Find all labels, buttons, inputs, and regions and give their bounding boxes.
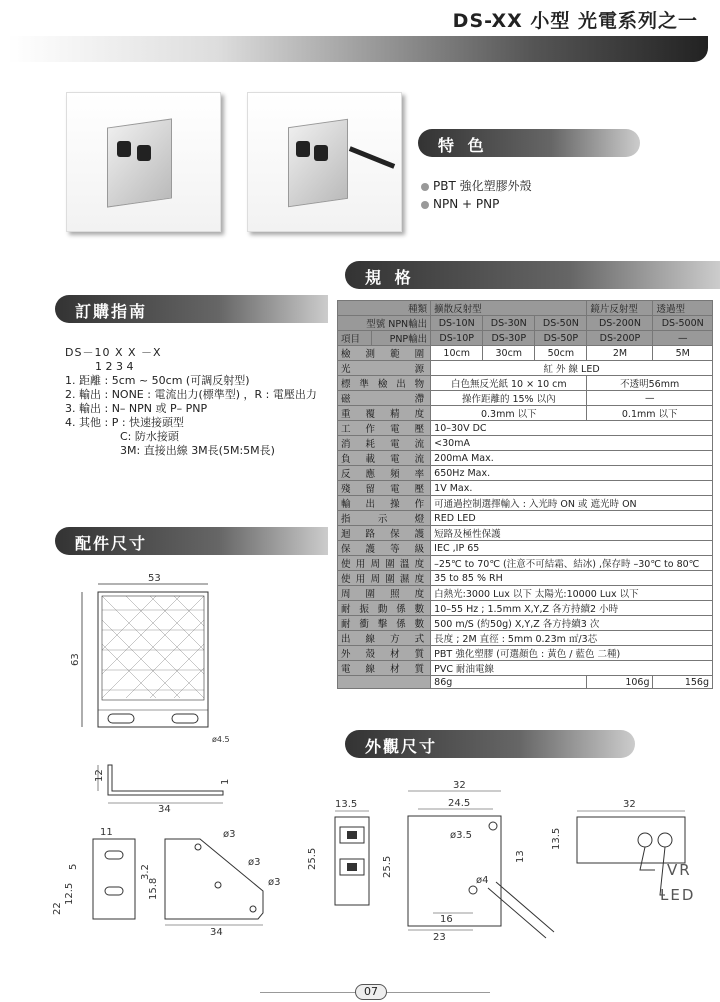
- svg-text:ø3: ø3: [223, 829, 236, 840]
- svg-text:25.5: 25.5: [382, 855, 393, 878]
- spec-label: 標準檢出物: [338, 376, 431, 391]
- spec-pnp-row: [338, 331, 713, 346]
- spec-row: [338, 571, 713, 586]
- page-number: 07: [355, 984, 387, 1000]
- order-line: 2. 輸出 : NONE : 電流出力(標準型) ，R : 電壓出力: [65, 388, 317, 401]
- diffuse-label: 擴散反射型: [431, 301, 587, 316]
- acc-height-label: 63: [70, 653, 81, 666]
- spec-value: 5M: [653, 346, 713, 361]
- model-npn-label: 型號 NPN輸出: [338, 316, 431, 331]
- spec-row: [338, 556, 713, 571]
- product-photo-black-cable: [247, 92, 402, 232]
- bullet-icon: [421, 201, 429, 209]
- spec-value: 50cm: [535, 346, 587, 361]
- through-label: 透過型: [653, 301, 713, 316]
- svg-text:5: 5: [68, 863, 79, 870]
- spec-label: 迴路保護: [338, 526, 431, 541]
- spec-label: 周圍照度: [338, 586, 431, 601]
- weight-value: 106g: [587, 676, 653, 689]
- order-heading: 訂購指南: [55, 295, 328, 323]
- spec-label: 反應頻率: [338, 466, 431, 481]
- spec-row: [338, 646, 713, 661]
- accessory-reflector-drawing: [60, 570, 260, 750]
- model-cell: —: [653, 331, 713, 346]
- spec-value: 長度 ; 2M 直徑 : 5mm 0.23m ㎡/3芯: [431, 631, 713, 646]
- svg-text:LED: LED: [660, 886, 696, 904]
- feature-item: PBT 強化塑膠外殼: [421, 177, 532, 194]
- order-line: C: 防水接頭: [120, 430, 179, 443]
- spec-label: 負載電流: [338, 451, 431, 466]
- svg-text:11: 11: [100, 827, 113, 838]
- spec-value: 白熱光:3000 Lux 以下 太陽光:10000 Lux 以下: [431, 586, 713, 601]
- svg-text:24.5: 24.5: [448, 798, 471, 809]
- model-cell: DS-500N: [653, 316, 713, 331]
- svg-text:23: 23: [433, 932, 446, 943]
- spec-row: [338, 496, 713, 511]
- spec-label: 檢測範圍: [338, 346, 431, 361]
- sensor-front-drawing: [295, 795, 380, 915]
- page-title: DS-XX 小型 光電系列之一: [452, 10, 698, 32]
- spec-value: 短路及極性保護: [431, 526, 713, 541]
- order-line: 3. 輸出 : N– NPN 或 P– PNP: [65, 402, 208, 415]
- weight-label: [338, 676, 431, 689]
- spec-row: [338, 421, 713, 436]
- model-cell: DS-30N: [483, 316, 535, 331]
- spec-row: [338, 511, 713, 526]
- spec-value: 650Hz Max.: [431, 466, 713, 481]
- spec-row: [338, 346, 713, 361]
- spec-value: 10cm: [431, 346, 483, 361]
- spec-row: [338, 361, 713, 376]
- spec-value: 紅 外 線 LED: [431, 361, 713, 376]
- spec-value: <30mA: [431, 436, 713, 451]
- spec-label: 耐衝擊係數: [338, 616, 431, 631]
- spec-head-row: [338, 301, 713, 316]
- weight-row: [338, 676, 713, 689]
- spec-value: 10–30V DC: [431, 421, 713, 436]
- spec-value: 不透明56mm: [587, 376, 713, 391]
- spec-value: PVC 耐油電線: [431, 661, 713, 676]
- svg-text:16: 16: [440, 914, 453, 925]
- header-bar: [8, 36, 708, 62]
- features-list: [421, 177, 532, 214]
- model-cell: DS-200N: [587, 316, 653, 331]
- spec-row: [338, 616, 713, 631]
- features-heading: 特 色: [418, 129, 640, 157]
- svg-text:13.5: 13.5: [335, 799, 358, 810]
- svg-text:ø3.5: ø3.5: [450, 830, 473, 841]
- spec-row: [338, 541, 713, 556]
- spec-label: 外殼材質: [338, 646, 431, 661]
- spec-npn-row: [338, 316, 713, 331]
- spec-label: 磁滯: [338, 391, 431, 406]
- spec-row: [338, 481, 713, 496]
- spec-value: 200mA Max.: [431, 451, 713, 466]
- spec-row: [338, 406, 713, 421]
- svg-text:ø4: ø4: [476, 875, 489, 886]
- sensor-top-drawing: [545, 795, 710, 915]
- spec-row: [338, 376, 713, 391]
- svg-text:22: 22: [52, 902, 63, 915]
- spec-table: [337, 300, 713, 689]
- svg-text:13: 13: [515, 850, 526, 863]
- model-cell: DS-200P: [587, 331, 653, 346]
- bracket-side-drawing: [88, 760, 238, 820]
- spec-value: 0.3mm 以下: [431, 406, 587, 421]
- model-cell: DS-30P: [483, 331, 535, 346]
- product-photo-white: [66, 92, 221, 232]
- svg-text:3.2: 3.2: [140, 864, 151, 880]
- bracket-plate-drawing: [48, 825, 298, 940]
- spec-label: 保護等級: [338, 541, 431, 556]
- type-label: 種類: [338, 301, 431, 316]
- model-cell: DS-10P: [431, 331, 483, 346]
- svg-text:34: 34: [158, 804, 171, 815]
- weight-value: 86g: [431, 676, 587, 689]
- spec-value: RED LED: [431, 511, 713, 526]
- svg-text:ø3: ø3: [268, 877, 281, 888]
- item-label: 項目: [338, 331, 372, 346]
- spec-value: 可通過控制選擇輸入 : 入光時 ON 或 遮光時 ON: [431, 496, 713, 511]
- svg-text:15.8: 15.8: [148, 877, 159, 900]
- spec-label: 殘留電壓: [338, 481, 431, 496]
- spec-row: [338, 466, 713, 481]
- spec-value: 白色無反光紙 10 × 10 cm: [431, 376, 587, 391]
- spec-label: 使用周圍濕度: [338, 571, 431, 586]
- svg-text:34: 34: [210, 927, 223, 938]
- spec-label: 光源: [338, 361, 431, 376]
- spec-label: 出線方式: [338, 631, 431, 646]
- spec-heading: 規 格: [345, 261, 720, 289]
- spec-value: –25℃ to 70℃ (注意不可結霜、結冰) ,保存時 –30℃ to 80℃: [431, 556, 713, 571]
- order-line: 3M: 直接出線 3M長(5M:5M長): [120, 444, 275, 457]
- order-code: DS－10 X X －X: [65, 346, 162, 359]
- spec-value: 10–55 Hz ; 1.5mm X,Y,Z 各方持續2 小時: [431, 601, 713, 616]
- spec-value: 操作距離的 15% 以內: [431, 391, 587, 406]
- acc-hole-label: ø4.5: [212, 735, 230, 744]
- spec-value: 0.1mm 以下: [587, 406, 713, 421]
- order-line: 1. 距離 : 5cm ~ 50cm (可調反射型): [65, 374, 250, 387]
- spec-value: 500 m/S (約50g) X,Y,Z 各方持續3 次: [431, 616, 713, 631]
- svg-text:25.5: 25.5: [307, 847, 318, 870]
- spec-label: 電線材質: [338, 661, 431, 676]
- spec-row: [338, 451, 713, 466]
- pnp-label: PNP輸出: [372, 331, 431, 346]
- spec-row: [338, 586, 713, 601]
- spec-label: 使用周圍溫度: [338, 556, 431, 571]
- svg-text:32: 32: [623, 799, 636, 810]
- spec-value: 1V Max.: [431, 481, 713, 496]
- spec-value: 30cm: [483, 346, 535, 361]
- spec-label: 工作電壓: [338, 421, 431, 436]
- model-cell: DS-50P: [535, 331, 587, 346]
- spec-label: 指示燈: [338, 511, 431, 526]
- spec-value: 35 to 85 % RH: [431, 571, 713, 586]
- spec-row: [338, 436, 713, 451]
- svg-text:12: 12: [94, 769, 105, 782]
- weight-value: 156g: [653, 676, 713, 689]
- order-index: 1 2 3 4: [95, 360, 134, 373]
- model-cell: DS-50N: [535, 316, 587, 331]
- spec-row: [338, 631, 713, 646]
- spec-label: 輸出操作: [338, 496, 431, 511]
- spec-row: [338, 661, 713, 676]
- svg-text:13.5: 13.5: [551, 827, 562, 850]
- order-guide: [65, 346, 317, 458]
- spec-row: [338, 391, 713, 406]
- outline-heading: 外觀尺寸: [345, 730, 635, 758]
- spec-value: IEC ,IP 65: [431, 541, 713, 556]
- spec-label: 重覆精度: [338, 406, 431, 421]
- spec-value: 2M: [587, 346, 653, 361]
- svg-text:1: 1: [220, 778, 231, 785]
- spec-label: 消耗電流: [338, 436, 431, 451]
- spec-value: PBT 強化塑膠 (可選顏色 : 黃色 / 藍色 二種): [431, 646, 713, 661]
- acc-width-label: 53: [148, 573, 161, 584]
- svg-text:ø3: ø3: [248, 857, 261, 868]
- svg-text:32: 32: [453, 780, 466, 791]
- order-line: 4. 其他 : P : 快速接頭型: [65, 416, 185, 429]
- accessory-heading: 配件尺寸: [55, 527, 328, 555]
- spec-row: [338, 526, 713, 541]
- model-cell: DS-10N: [431, 316, 483, 331]
- feature-item: NPN + PNP: [421, 197, 532, 211]
- mirror-label: 鏡片反射型: [587, 301, 653, 316]
- svg-text:VR: VR: [667, 861, 692, 879]
- spec-value: —: [587, 391, 713, 406]
- spec-label: 耐振動係數: [338, 601, 431, 616]
- spec-row: [338, 601, 713, 616]
- bullet-icon: [421, 183, 429, 191]
- svg-text:12.5: 12.5: [64, 882, 75, 905]
